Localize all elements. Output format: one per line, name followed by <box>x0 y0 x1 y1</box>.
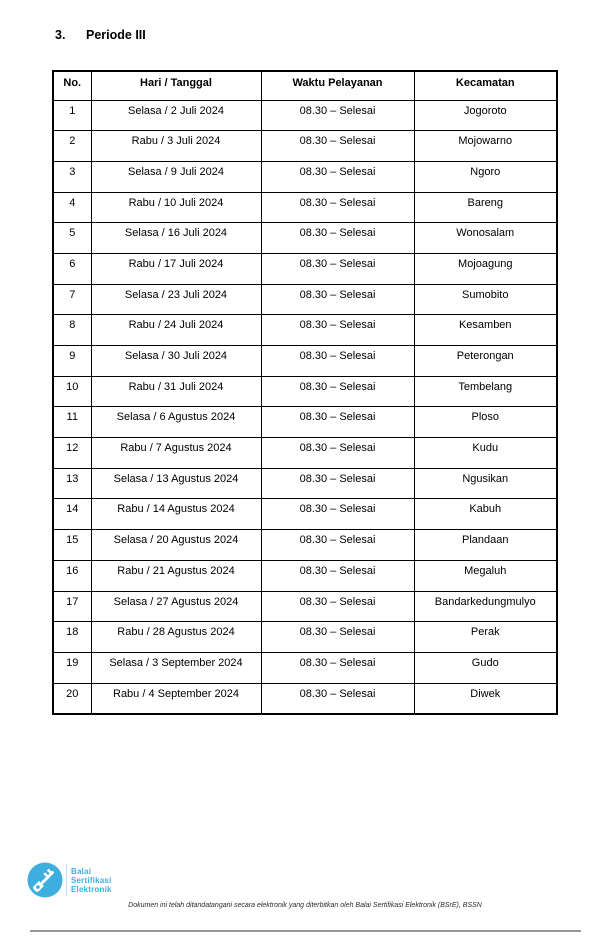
cell-kecamatan: Mojoagung <box>414 253 557 284</box>
cell-no: 2 <box>53 131 91 162</box>
cell-no: 4 <box>53 192 91 223</box>
cell-hari-tanggal: Selasa / 27 Agustus 2024 <box>91 591 261 622</box>
cell-no: 11 <box>53 407 91 438</box>
table-row <box>53 530 557 561</box>
cell-hari-tanggal: Rabu / 7 Agustus 2024 <box>91 438 261 469</box>
logo-divider <box>66 864 67 896</box>
cell-hari-tanggal: Rabu / 3 Juli 2024 <box>91 131 261 162</box>
cell-waktu: 08.30 – Selesai <box>261 131 414 162</box>
table-row <box>53 407 557 438</box>
cell-hari-tanggal: Rabu / 28 Agustus 2024 <box>91 622 261 653</box>
cell-no: 20 <box>53 683 91 714</box>
cell-hari-tanggal: Selasa / 6 Agustus 2024 <box>91 407 261 438</box>
brand-line3: Elektronik <box>71 884 112 894</box>
cell-kecamatan: Wonosalam <box>414 223 557 254</box>
cell-kecamatan: Bandarkedungmulyo <box>414 591 557 622</box>
table-row <box>53 499 557 530</box>
table-row <box>53 192 557 223</box>
cell-kecamatan: Perak <box>414 622 557 653</box>
cell-hari-tanggal: Rabu / 24 Juli 2024 <box>91 315 261 346</box>
cell-no: 9 <box>53 346 91 377</box>
cell-no: 16 <box>53 560 91 591</box>
header-no: No. <box>53 71 91 100</box>
cell-no: 19 <box>53 652 91 683</box>
brand-line1: Balai <box>71 866 92 876</box>
cell-waktu: 08.30 – Selesai <box>261 223 414 254</box>
cell-hari-tanggal: Selasa / 20 Agustus 2024 <box>91 530 261 561</box>
cell-waktu: 08.30 – Selesai <box>261 438 414 469</box>
table-row <box>53 253 557 284</box>
table-row <box>53 131 557 162</box>
key-badge-icon <box>27 862 63 898</box>
schedule-table-header <box>53 71 557 100</box>
cell-waktu: 08.30 – Selesai <box>261 683 414 714</box>
cell-kecamatan: Bareng <box>414 192 557 223</box>
cell-no: 13 <box>53 468 91 499</box>
schedule-table <box>52 70 558 715</box>
cell-kecamatan: Ploso <box>414 407 557 438</box>
cell-hari-tanggal: Rabu / 21 Agustus 2024 <box>91 560 261 591</box>
cell-hari-tanggal: Rabu / 17 Juli 2024 <box>91 253 261 284</box>
cell-kecamatan: Mojowarno <box>414 131 557 162</box>
table-row <box>53 161 557 192</box>
cell-no: 10 <box>53 376 91 407</box>
cell-no: 14 <box>53 499 91 530</box>
cell-waktu: 08.30 – Selesai <box>261 591 414 622</box>
bsre-logo <box>27 862 112 898</box>
header-kecamatan: Kecamatan <box>414 71 557 100</box>
section-title-text: Periode III <box>86 28 146 42</box>
cell-kecamatan: Plandaan <box>414 530 557 561</box>
table-row <box>53 468 557 499</box>
table-row <box>53 652 557 683</box>
table-row <box>53 284 557 315</box>
header-hari-tanggal: Hari / Tanggal <box>91 71 261 100</box>
cell-waktu: 08.30 – Selesai <box>261 284 414 315</box>
cell-hari-tanggal: Rabu / 14 Agustus 2024 <box>91 499 261 530</box>
brand-text <box>71 867 112 894</box>
cell-hari-tanggal: Rabu / 31 Juli 2024 <box>91 376 261 407</box>
table-row <box>53 560 557 591</box>
cell-hari-tanggal: Selasa / 13 Agustus 2024 <box>91 468 261 499</box>
cell-no: 15 <box>53 530 91 561</box>
cell-kecamatan: Jogoroto <box>414 100 557 131</box>
cell-kecamatan: Kudu <box>414 438 557 469</box>
table-row <box>53 315 557 346</box>
brand-line2: Sertifikasi <box>71 875 112 885</box>
table-row <box>53 346 557 377</box>
header-waktu-pelayanan: Waktu Pelayanan <box>261 71 414 100</box>
cell-no: 6 <box>53 253 91 284</box>
cell-waktu: 08.30 – Selesai <box>261 468 414 499</box>
cell-hari-tanggal: Selasa / 2 Juli 2024 <box>91 100 261 131</box>
cell-no: 7 <box>53 284 91 315</box>
table-row <box>53 223 557 254</box>
section-number: 3. <box>55 28 66 42</box>
cell-no: 17 <box>53 591 91 622</box>
cell-no: 8 <box>53 315 91 346</box>
cell-no: 1 <box>53 100 91 131</box>
signature-disclaimer: Dokumen ini telah ditandatangani secara elektronik yang diterbitkan oleh Balai Sertifikasi Elektronik (BSrE), BSSN <box>128 902 482 909</box>
table-row <box>53 100 557 131</box>
cell-hari-tanggal: Selasa / 9 Juli 2024 <box>91 161 261 192</box>
cell-kecamatan: Gudo <box>414 652 557 683</box>
cell-kecamatan: Ngusikan <box>414 468 557 499</box>
footer-divider <box>30 930 581 932</box>
cell-waktu: 08.30 – Selesai <box>261 499 414 530</box>
cell-no: 12 <box>53 438 91 469</box>
section-title <box>55 28 146 42</box>
cell-waktu: 08.30 – Selesai <box>261 100 414 131</box>
cell-kecamatan: Peterongan <box>414 346 557 377</box>
cell-kecamatan: Diwek <box>414 683 557 714</box>
cell-waktu: 08.30 – Selesai <box>261 346 414 377</box>
cell-waktu: 08.30 – Selesai <box>261 622 414 653</box>
cell-waktu: 08.30 – Selesai <box>261 161 414 192</box>
cell-hari-tanggal: Rabu / 10 Juli 2024 <box>91 192 261 223</box>
cell-waktu: 08.30 – Selesai <box>261 315 414 346</box>
cell-waktu: 08.30 – Selesai <box>261 530 414 561</box>
cell-hari-tanggal: Selasa / 30 Juli 2024 <box>91 346 261 377</box>
cell-kecamatan: Tembelang <box>414 376 557 407</box>
schedule-table-body <box>53 100 557 714</box>
cell-hari-tanggal: Rabu / 4 September 2024 <box>91 683 261 714</box>
cell-hari-tanggal: Selasa / 16 Juli 2024 <box>91 223 261 254</box>
cell-waktu: 08.30 – Selesai <box>261 376 414 407</box>
cell-no: 18 <box>53 622 91 653</box>
cell-waktu: 08.30 – Selesai <box>261 192 414 223</box>
cell-waktu: 08.30 – Selesai <box>261 407 414 438</box>
cell-kecamatan: Kesamben <box>414 315 557 346</box>
cell-waktu: 08.30 – Selesai <box>261 560 414 591</box>
table-row <box>53 683 557 714</box>
cell-kecamatan: Megaluh <box>414 560 557 591</box>
table-row <box>53 438 557 469</box>
cell-no: 5 <box>53 223 91 254</box>
cell-waktu: 08.30 – Selesai <box>261 253 414 284</box>
table-row <box>53 622 557 653</box>
cell-kecamatan: Sumobito <box>414 284 557 315</box>
table-row <box>53 591 557 622</box>
cell-waktu: 08.30 – Selesai <box>261 652 414 683</box>
cell-hari-tanggal: Selasa / 3 September 2024 <box>91 652 261 683</box>
cell-no: 3 <box>53 161 91 192</box>
table-row <box>53 376 557 407</box>
cell-hari-tanggal: Selasa / 23 Juli 2024 <box>91 284 261 315</box>
cell-kecamatan: Ngoro <box>414 161 557 192</box>
cell-kecamatan: Kabuh <box>414 499 557 530</box>
